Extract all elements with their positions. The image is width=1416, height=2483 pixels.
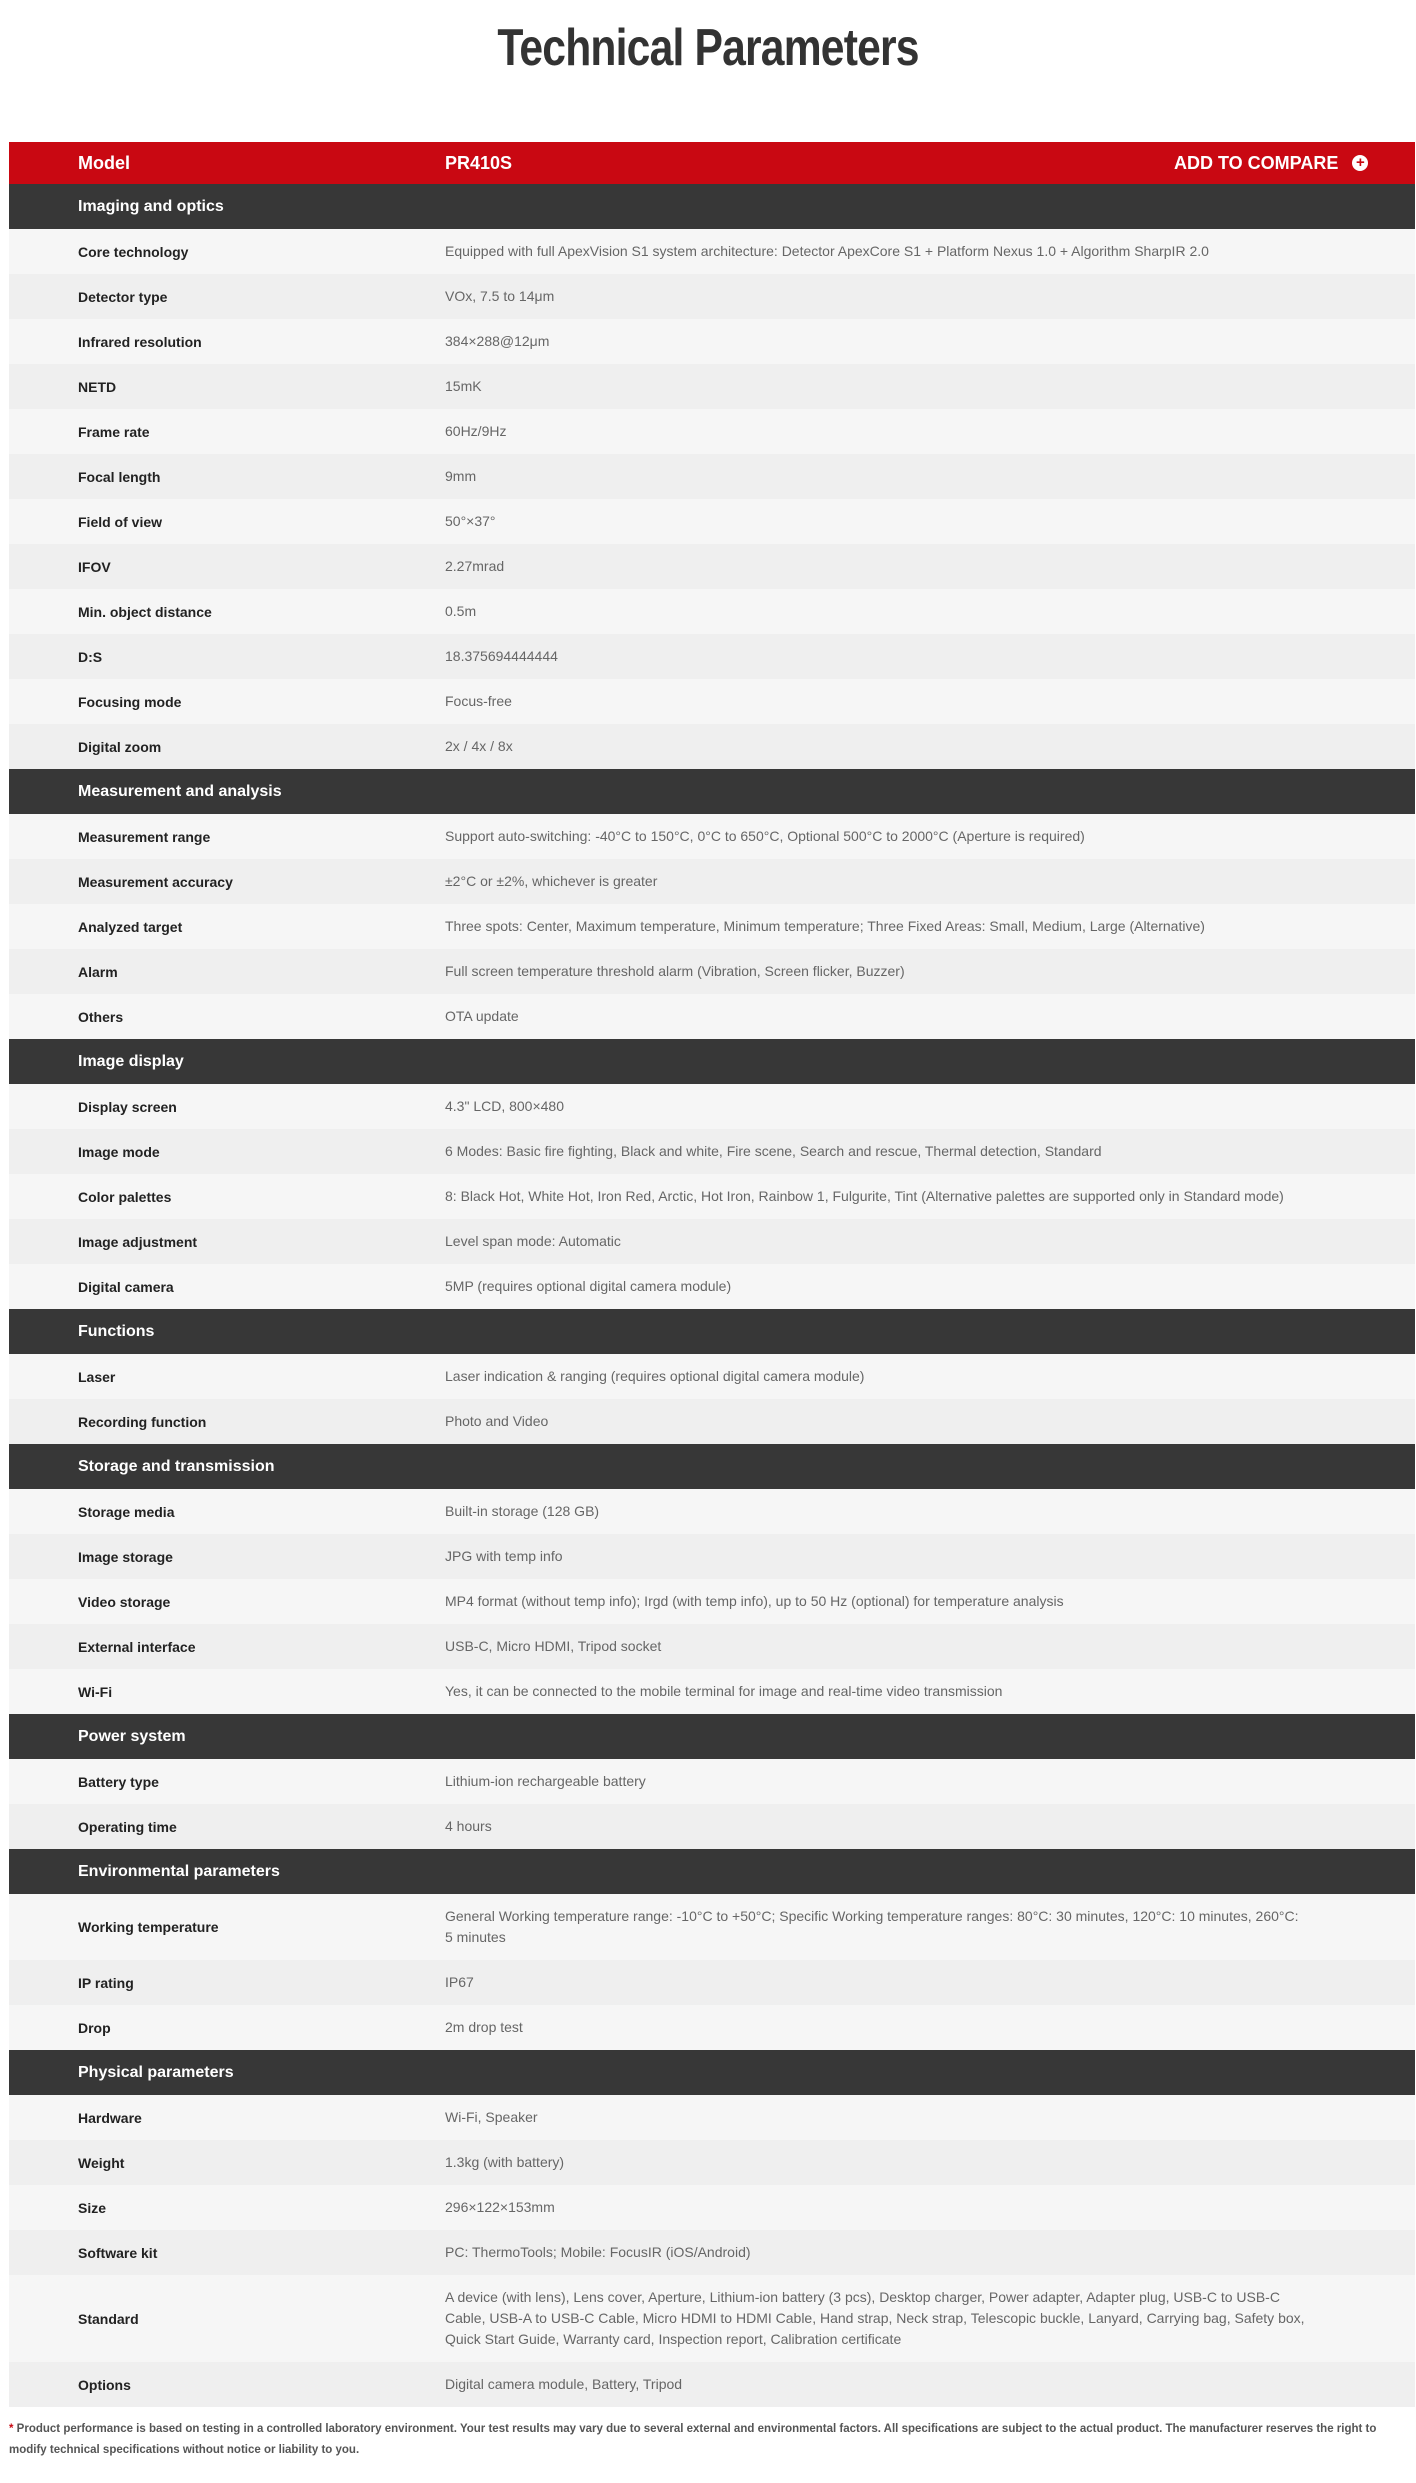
spec-row xyxy=(9,814,1415,859)
spec-label: Measurement range xyxy=(78,828,211,845)
spec-value: PC: ThermoTools; Mobile: FocusIR (iOS/Android) xyxy=(445,2244,751,2260)
spec-label: External interface xyxy=(78,1638,196,1655)
spec-label: Laser xyxy=(78,1368,116,1385)
spec-value: 0.5m xyxy=(445,603,477,619)
spec-label: Video storage xyxy=(78,1593,171,1610)
spec-value: Digital camera module, Battery, Tripod xyxy=(445,2376,683,2392)
spec-value: 4 hours xyxy=(445,1818,492,1834)
spec-row xyxy=(9,2185,1415,2230)
spec-value: 6 Modes: Basic fire fighting, Black and white, Fire scene, Search and rescue, Thermal detection, Standard xyxy=(445,1143,1102,1159)
section-header: Storage and transmission xyxy=(9,1444,1415,1489)
spec-value: Level span mode: Automatic xyxy=(445,1233,621,1249)
spec-row xyxy=(9,679,1415,724)
spec-row xyxy=(9,1354,1415,1399)
spec-row xyxy=(9,2230,1415,2275)
spec-label: D:S xyxy=(78,648,103,665)
spec-label: NETD xyxy=(78,378,117,395)
spec-label: Focusing mode xyxy=(78,693,182,710)
spec-row xyxy=(9,2140,1415,2185)
section-header: Measurement and analysis xyxy=(9,769,1415,814)
spec-row xyxy=(9,1399,1415,1444)
spec-label: Options xyxy=(78,2376,131,2393)
spec-row xyxy=(9,544,1415,589)
spec-row xyxy=(9,1624,1415,1669)
spec-row xyxy=(9,1579,1415,1624)
spec-label: Detector type xyxy=(78,288,168,305)
spec-row xyxy=(9,409,1415,454)
spec-value: MP4 format (without temp info); Irgd (with temp info), up to 50 Hz (optional) for temperature analysis xyxy=(445,1593,1064,1609)
spec-row xyxy=(9,2095,1415,2140)
spec-label: Standard xyxy=(78,2310,139,2327)
model-label: Model xyxy=(78,152,130,173)
spec-label: Alarm xyxy=(78,963,118,980)
spec-label: Field of view xyxy=(78,513,163,530)
spec-row xyxy=(9,274,1415,319)
section-header: Functions xyxy=(9,1309,1415,1354)
spec-value: 296×122×153mm xyxy=(445,2199,555,2215)
spec-value: A device (with lens), Lens cover, Aperture, Lithium-ion battery (3 pcs), Desktop charger, Power adapter, Adapter plug, USB-C to USB-C Cable, USB-A to USB-C Cable, Micro HDMI to HDMI Cable, Hand strap, Neck strap, Telescopic buckle, Lanyard, Carrying bag, Safety box, Quick Start Guide, Warranty card, Inspection report, Calibration certificate xyxy=(445,2289,1305,2347)
spec-value: 8: Black Hot, White Hot, Iron Red, Arctic, Hot Iron, Rainbow 1, Fulgurite, Tint (Alternative palettes are supported only in Standard mode) xyxy=(445,1188,1284,1204)
spec-row xyxy=(9,1489,1415,1534)
section-header: Physical parameters xyxy=(9,2050,1415,2095)
spec-value: OTA update xyxy=(445,1008,519,1024)
spec-row xyxy=(9,1669,1415,1714)
spec-label: Size xyxy=(78,2199,107,2216)
spec-label: Image mode xyxy=(78,1143,160,1160)
spec-row xyxy=(9,1174,1415,1219)
spec-value: 5MP (requires optional digital camera module) xyxy=(445,1278,732,1294)
spec-label: Others xyxy=(78,1008,124,1025)
spec-label: Infrared resolution xyxy=(78,333,202,350)
spec-value: Three spots: Center, Maximum temperature, Minimum temperature; Three Fixed Areas: Small, Medium, Large (Alternative) xyxy=(445,918,1205,934)
spec-value: 2m drop test xyxy=(445,2019,523,2035)
footnote-star: * xyxy=(9,2423,14,2435)
spec-row xyxy=(9,1960,1415,2005)
spec-value: Lithium-ion rechargeable battery xyxy=(445,1773,646,1789)
page-title: Technical Parameters xyxy=(497,19,919,77)
spec-row xyxy=(9,2275,1415,2362)
model-value: PR410S xyxy=(445,152,513,173)
spec-row xyxy=(9,229,1415,274)
spec-value: IP67 xyxy=(445,1974,474,1990)
spec-row xyxy=(9,1534,1415,1579)
spec-row xyxy=(9,1264,1415,1309)
spec-value: USB-C, Micro HDMI, Tripod socket xyxy=(445,1638,662,1654)
spec-row xyxy=(9,634,1415,679)
spec-label: Working temperature xyxy=(78,1919,219,1935)
spec-label: Software kit xyxy=(78,2244,158,2261)
spec-label: Min. object distance xyxy=(78,603,212,620)
sections-container xyxy=(9,184,1415,2407)
spec-value: General Working temperature range: -10°C to +50°C; Specific Working temperature ranges: 80°C: 30 minutes, 120°C: 10 minutes, 260°C: 5 minutes xyxy=(445,1908,1299,1945)
spec-row xyxy=(9,454,1415,499)
spec-label: Wi-Fi xyxy=(78,1683,113,1700)
spec-row xyxy=(9,1084,1415,1129)
spec-label: Weight xyxy=(78,2154,125,2171)
spec-label: Image storage xyxy=(78,1548,173,1565)
spec-label: Display screen xyxy=(78,1098,177,1115)
spec-value: 1.3kg (with battery) xyxy=(445,2154,565,2170)
spec-label: Battery type xyxy=(78,1773,159,1790)
spec-label: Operating time xyxy=(78,1818,177,1835)
spec-row xyxy=(9,904,1415,949)
spec-value: Equipped with full ApexVision S1 system architecture: Detector ApexCore S1 + Platform Nexus 1.0 + Algorithm SharpIR 2.0 xyxy=(445,243,1209,259)
spec-value: ±2°C or ±2%, whichever is greater xyxy=(445,873,658,889)
spec-row xyxy=(9,499,1415,544)
model-header-row xyxy=(9,142,1415,184)
spec-row xyxy=(9,949,1415,994)
spec-row xyxy=(9,1759,1415,1804)
spec-value: Support auto-switching: -40°C to 150°C, 0°C to 650°C, Optional 500°C to 2000°C (Aperture is required) xyxy=(445,828,1085,844)
spec-value: 4.3" LCD, 800×480 xyxy=(445,1098,564,1114)
spec-value: 15mK xyxy=(445,378,482,394)
footnote-text: Product performance is based on testing in a controlled laboratory environment. Your test results may vary due to several external and environmental factors. All specifications are subject to the actual product. The manufacturer reserves the right to modify technical specifications without notice or liability to you. xyxy=(9,2423,1377,2456)
spec-row xyxy=(9,589,1415,634)
section-header: Image display xyxy=(9,1039,1415,1084)
spec-value: Wi-Fi, Speaker xyxy=(445,2109,538,2125)
spec-label: Core technology xyxy=(78,243,189,260)
spec-value: Focus-free xyxy=(445,693,512,709)
spec-value: 60Hz/9Hz xyxy=(445,423,507,439)
spec-label: Color palettes xyxy=(78,1188,172,1205)
spec-label: Digital zoom xyxy=(78,738,162,755)
spec-row xyxy=(9,2362,1415,2407)
spec-label: Focal length xyxy=(78,468,161,485)
spec-row xyxy=(9,364,1415,409)
spec-value: 2.27mrad xyxy=(445,558,505,574)
spec-row xyxy=(9,1894,1415,1960)
spec-row xyxy=(9,2005,1415,2050)
spec-value: JPG with temp info xyxy=(445,1548,563,1564)
add-to-compare-label: ADD TO COMPARE xyxy=(1174,152,1339,173)
spec-value: 384×288@12μm xyxy=(445,333,550,349)
spec-label: Analyzed target xyxy=(78,918,183,935)
spec-label: Storage media xyxy=(78,1503,175,1520)
spec-label: Image adjustment xyxy=(78,1233,198,1250)
spec-row xyxy=(9,994,1415,1039)
spec-value: Full screen temperature threshold alarm (Vibration, Screen flicker, Buzzer) xyxy=(445,963,905,979)
spec-value: Laser indication & ranging (requires optional digital camera module) xyxy=(445,1368,865,1384)
spec-table xyxy=(9,142,1415,2407)
spec-label: Frame rate xyxy=(78,423,150,440)
spec-row xyxy=(9,724,1415,769)
spec-value: Photo and Video xyxy=(445,1413,549,1429)
spec-label: Digital camera xyxy=(78,1278,174,1295)
spec-value: 50°×37° xyxy=(445,513,496,529)
spec-row xyxy=(9,1129,1415,1174)
spec-value: Yes, it can be connected to the mobile terminal for image and real-time video transmission xyxy=(445,1683,1003,1699)
spec-label: Recording function xyxy=(78,1413,207,1430)
spec-value: Built-in storage (128 GB) xyxy=(445,1503,600,1519)
spec-value: VOx, 7.5 to 14μm xyxy=(445,288,555,304)
section-header: Imaging and optics xyxy=(9,184,1415,229)
footnote xyxy=(9,2419,1415,2461)
spec-value: 9mm xyxy=(445,468,477,484)
spec-label: IFOV xyxy=(78,558,111,575)
plus-circle-icon: + xyxy=(1352,155,1368,171)
spec-label: Measurement accuracy xyxy=(78,873,233,890)
spec-value: 18.375694444444 xyxy=(445,648,558,664)
spec-label: IP rating xyxy=(78,1974,134,1991)
spec-label: Drop xyxy=(78,2019,111,2036)
spec-value: 2x / 4x / 8x xyxy=(445,738,513,754)
spec-row xyxy=(9,1219,1415,1264)
spec-row xyxy=(9,859,1415,904)
spec-row xyxy=(9,319,1415,364)
add-to-compare-button[interactable] xyxy=(1174,153,1368,174)
section-header: Environmental parameters xyxy=(9,1849,1415,1894)
spec-row xyxy=(9,1804,1415,1849)
section-header: Power system xyxy=(9,1714,1415,1759)
spec-label: Hardware xyxy=(78,2109,142,2126)
